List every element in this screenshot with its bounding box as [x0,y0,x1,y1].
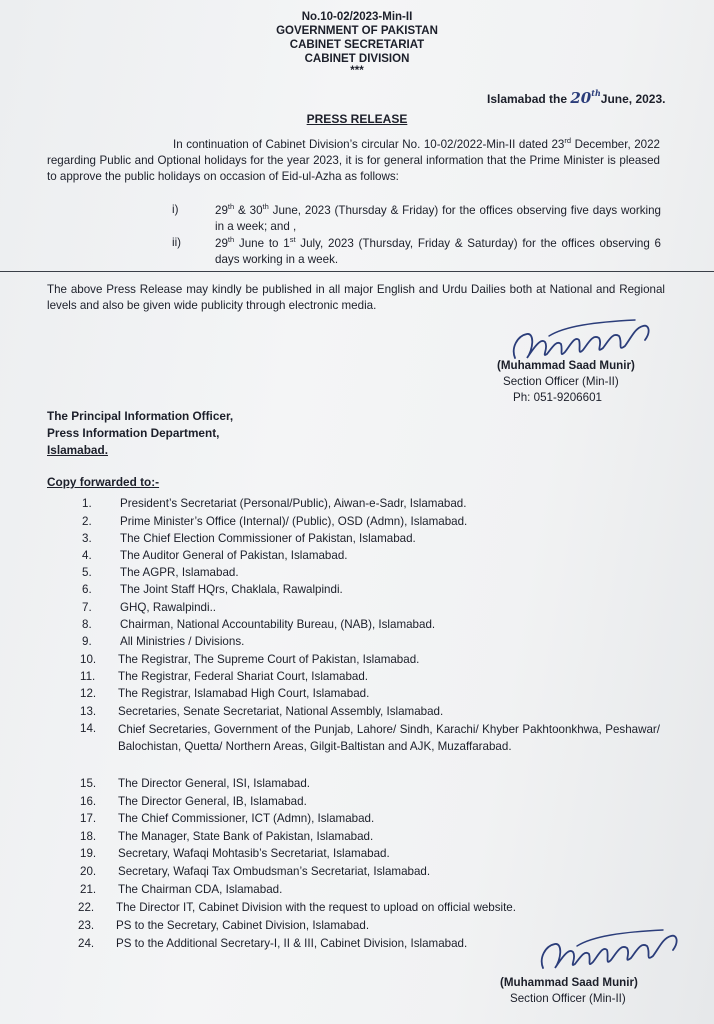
holiday-1-b: & 30 [234,204,263,217]
date-day-suffix: th [591,88,601,98]
copy-forwarded-label: Copy forwarded to:- [47,475,160,489]
list-item-number: 10. [80,653,97,666]
holiday-2-b: June to 1 [234,237,290,250]
list-item-text: All Ministries / Divisions. [120,635,245,648]
date-day: 20 [570,89,592,107]
list-item-number: 3. [82,532,92,545]
holiday-1-c: June, 2023 (Thursday & Friday) for the offices observing five days working in a week; and , [215,204,661,233]
signatory-2-designation: Section Officer (Min-II) [510,992,626,1005]
holiday-2-a-sup: th [227,235,235,244]
list-item-number: 23. [78,919,95,932]
date-rest: June, 2023. [600,92,666,106]
holiday-1-a-sup: th [227,202,235,211]
signatory-1-name: (Muhammad Saad Munir) [497,359,635,372]
list-item-text: The Director IT, Cabinet Division with the request to upload on official website. [116,901,516,914]
list-item-text: The Chief Commissioner, ICT (Admn), Islamabad. [118,812,375,825]
list-item-text: The Auditor General of Pakistan, Islamabad. [120,549,348,562]
signatory-2 [500,975,638,1007]
list-item-number: 18. [80,830,97,843]
list-item-text: The Registrar, The Supreme Court of Pakistan, Islamabad. [118,653,420,666]
list-item-text: Prime Minister’s Office (Internal)/ (Public), OSD (Admn), Islamabad. [120,515,468,528]
publish-note: The above Press Release may kindly be published in all major English and Urdu Dailies both at National and Regional levels and also be given wide publicity through electronic media. [47,283,665,312]
date-prefix: Islamabad the [487,92,568,106]
holiday-2-c: July, 2023 (Thursday, Friday & Saturday) for the offices observing 6 days working in a week. [215,237,661,266]
holiday-2-a: 29 [215,237,228,250]
holiday-marker-1: i) [172,203,179,216]
signatory-1-phone: Ph: 051-9206601 [513,391,602,404]
holiday-marker-2: ii) [172,236,182,249]
list-item-number: 5. [82,566,92,579]
list-item-number: 8. [82,618,92,631]
secretariat-heading: CABINET SECRETARIAT [289,39,425,51]
list-item-text: Secretary, Wafaqi Mohtasib’s Secretariat, Islamabad. [118,847,390,860]
list-item-text: The Registrar, Islamabad High Court, Islamabad. [118,687,370,700]
list-item-number: 22. [78,901,95,914]
list-item-text: The Joint Staff HQrs, Chaklala, Rawalpindi. [120,583,343,596]
list-item-text: The Registrar, Federal Shariat Court, Islamabad. [118,670,369,683]
intro-text-1: In continuation of Cabinet Division’s circular No. 10-02/2022-Min-II dated 23 [173,138,565,151]
list-item-number: 15. [80,777,97,790]
government-heading: GOVERNMENT OF PAKISTAN [276,25,438,37]
list-item-number: 7. [82,601,92,614]
list-item-text: Secretaries, Senate Secretariat, National Assembly, Islamabad. [118,705,444,718]
list-item-text: GHQ, Rawalpindi.. [120,601,217,614]
holiday-1-a: 29 [215,204,228,217]
addressee-line-2: Press Information Department, [47,426,220,440]
list-item-text: PS to the Secretary, Cabinet Division, Islamabad. [116,919,370,932]
list-item-number: 12. [80,687,97,700]
list-item-number: 13. [80,705,97,718]
list-item-text: President’s Secretariat (Personal/Public), Aiwan-e-Sadr, Islamabad. [120,497,467,510]
list-item-number: 17. [80,812,97,825]
list-item-number: 20. [80,865,97,878]
intro-sup: rd [564,136,572,145]
list-item-text: Secretary, Wafaqi Tax Ombudsman’s Secretariat, Islamabad. [118,865,431,878]
list-item-text: The Chairman CDA, Islamabad. [118,883,283,896]
signature-mark-2 [535,928,685,980]
list-item-number: 19. [80,847,97,860]
intro-text-2: December, 2022 regarding Public and Optional holidays for the year 2023, it is for general information that the Prime Minister is pleased to approve the public holidays on occasion of Eid-ul-Azha as follows: [47,138,661,183]
list-item-number: 14. [80,722,97,735]
list-item-text: Chief Secretaries, Government of the Punjab, Lahore/ Sindh, Karachi/ Khyber Pakhtoonkhwa, Peshawar/ Balochistan, Quetta/ Northern Areas, Gilgit-Baltistan and AJK, Muzaffarabad. [118,723,660,753]
signatory-1-designation: Section Officer (Min-II) [503,375,619,388]
list-item-text: The Chief Election Commissioner of Pakistan, Islamabad. [120,532,416,545]
signatory-2-name: (Muhammad Saad Munir) [500,976,638,989]
holiday-2-b-sup: st [289,235,296,244]
list-item-text: The Director General, ISI, Islamabad. [118,777,311,790]
list-item-number: 24. [78,937,95,950]
list-item-number: 16. [80,795,97,808]
addressee-line-1: The Principal Information Officer, [47,409,234,423]
list-item-text: Chairman, National Accountability Bureau, (NAB), Islamabad. [120,618,436,631]
list-item-number: 9. [82,635,92,648]
list-item-text: The Director General, IB, Islamabad. [118,795,307,808]
list-item-text: The Manager, State Bank of Pakistan, Islamabad. [118,830,374,843]
list-item-number: 4. [82,549,92,562]
list-item-number: 6. [82,583,92,596]
header-stars: *** [350,65,364,77]
list-item-text: PS to the Additional Secretary-I, II & III, Cabinet Division, Islamabad. [116,937,468,950]
list-item-number: 2. [82,515,92,528]
list-item-number: 21. [80,883,97,896]
division-heading: CABINET DIVISION [304,53,410,65]
list-item-number: 11. [80,670,96,683]
list-item-number: 1. [82,497,92,510]
holiday-1-b-sup: th [262,202,269,211]
list-item-text: The AGPR, Islamabad. [120,566,239,579]
addressee-line-3: Islamabad. [47,443,108,457]
reference-number: No.10-02/2023-Min-II [301,11,413,23]
press-release-title: PRESS RELEASE [306,112,408,126]
